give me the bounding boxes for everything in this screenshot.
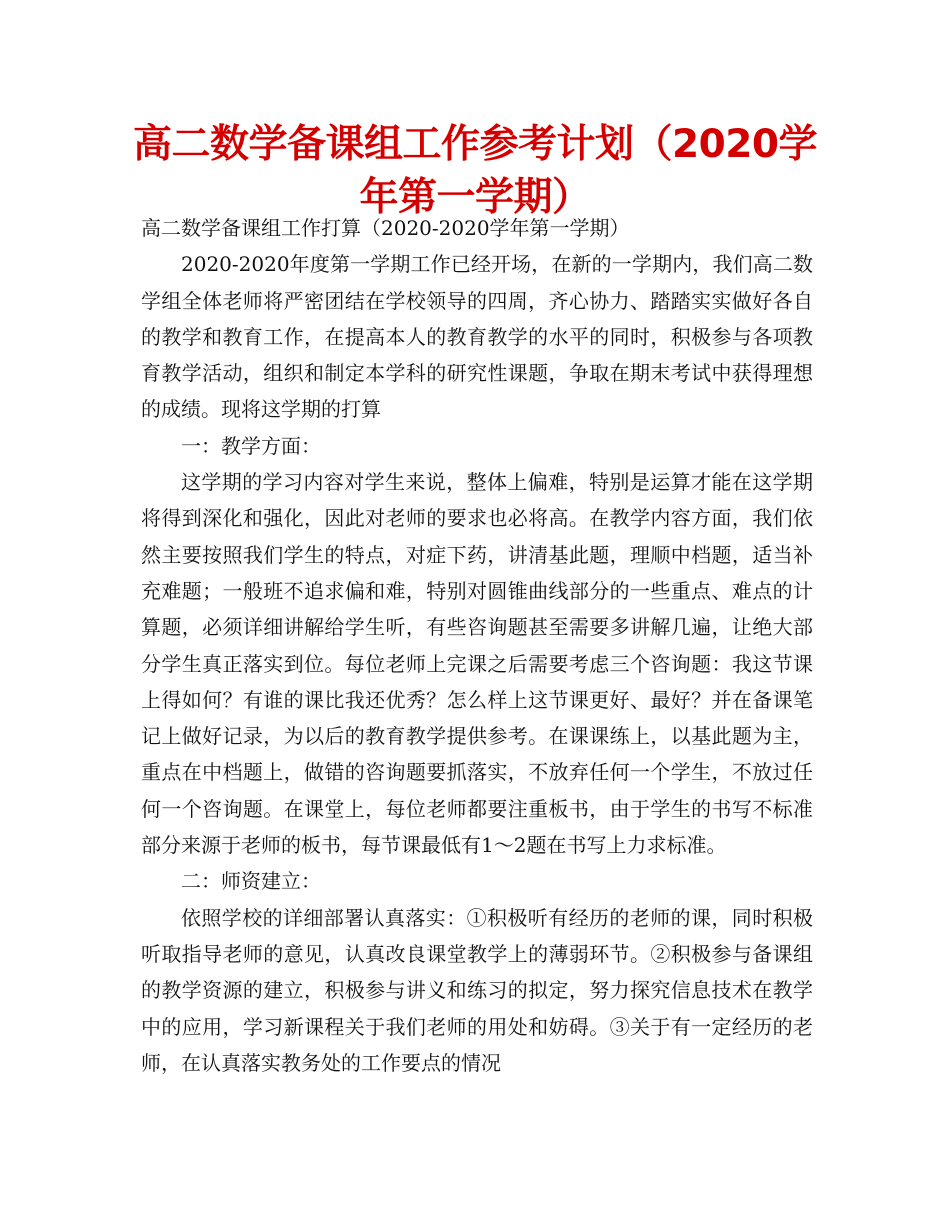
paragraph-teaching: 这学期的学习内容对学生来说，整体上偏难，特别是运算才能在这学期将得到深化和强化，因此对老师的要求也必将高。在教学内容方面，我们依然主要按照我们学生的特点，对症下药，讲清基此题，理顺中档题，适当补充难题；一般班不追求偏和难，特别对圆锥曲线部分的一些重点、难点的计算题，必须详细讲解给学生听，有些咨询题甚至需要多讲解几遍，让绝大部分学生真正落实到位。每位老师上完课之后需要考虑三个咨询题：我这节课上得如何？有谁的课比我还优秀？怎么样上这节课更好、最好？并在备课笔记上做好记录，为以后的教育教学提供参考。在课课练上，以基此题为主，重点在中档题上，做错的咨询题要抓落实，不放弃任何一个学生，不放过任何一个咨询题。在课堂上，每位老师都要注重板书，由于学生的书写不标准部分来源于老师的板书，每节课最低有1～2题在书写上力求标准。	[141, 470, 813, 858]
document-subtitle: 高二数学备课组工作打算（2020-2020学年第一学期）	[141, 216, 630, 240]
document-body	[141, 210, 813, 1081]
section-heading-faculty: 二：师资建立：	[181, 869, 321, 894]
paragraph-faculty: 依照学校的详细部署认真落实：①积极听有经历的老师的课，同时积极听取指导老师的意见，认真改良课堂教学上的薄弱环节。②积极参与备课组的教学资源的建立，积极参与讲义和练习的拟定，努力探究信息技术在教学中的应用，学习新课程关于我们老师的用处和妨碍。③关于有一定经历的老师，在认真落实教务处的工作要点的情况	[141, 905, 813, 1075]
paragraph-intro: 2020-2020年度第一学期工作已经开场，在新的一学期内，我们高二数学组全体老师将严密团结在学校领导的四周，齐心协力、踏踏实实做好各自的教学和教育工作，在提高本人的教育教学的水平的同时，积极参与各项教育教学活动，组织和制定本学科的研究性课题，争取在期末考试中获得理想的成绩。现将这学期的打算	[141, 252, 813, 422]
document-title: 高二数学备课组工作参考计划（2020学年第一学期）	[132, 122, 818, 220]
section-heading-teaching: 一：教学方面：	[181, 433, 321, 458]
